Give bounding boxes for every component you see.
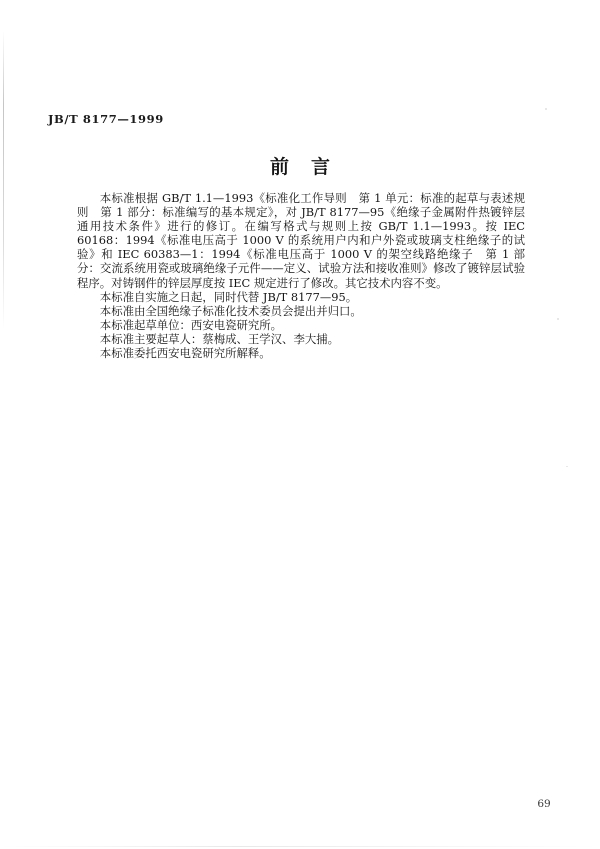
page-number: 69	[537, 798, 551, 810]
scan-bottom-artifact	[0, 846, 600, 847]
scan-speck	[566, 466, 568, 467]
scan-speck	[557, 318, 559, 320]
foreword-paragraph: 本标准起草单位：西安电瓷研究所。	[99, 317, 283, 332]
foreword-paragraph: 本标准主要起草人：蔡梅成、王学汉、李大捕。	[99, 331, 340, 346]
foreword-paragraph: 本标准委托西安电瓷研究所解释。	[99, 346, 271, 361]
standard-code: JB/T 8177—1999	[48, 112, 164, 126]
scan-speck	[545, 108, 547, 110]
foreword-paragraph: 本标准由全国绝缘子标准化技术委员会提出并归口。	[99, 303, 362, 318]
foreword-paragraph: 本标准自实施之日起，同时代替 JB/T 8177—95。	[99, 289, 358, 304]
foreword-body	[77, 191, 537, 361]
page-title: 前言	[269, 156, 352, 178]
foreword-paragraph: 本标准根据 GB/T 1.1—1993《标准化工作导则 第 1 单元：标准的起草与表述规则 第 1 部分：标准编写的基本规定》，对 JB/T 8177—95《绝缘子金属附件热镀锌层 通用技术条件》进行的修订。在编写格式与规则上按 GB/T 1.1—1993。按 IEC 60168：1994《标准电压高于 1000 V 的系统用户内和户外瓷或玻璃支柱绝缘子的试验》和 IEC 60383—1：1994《标准电压高于 1000 V 的架空线路绝缘子 第 1 部分：交流系统用瓷或玻璃绝缘子元件——定义、试验方法和接收准则》修改了镀锌层试验程序。对铸钢件的锌层厚度按 IEC 规定进行了修改。其它技术内容不变。	[77, 191, 537, 290]
scan-edge-artifact	[3, 30, 4, 330]
